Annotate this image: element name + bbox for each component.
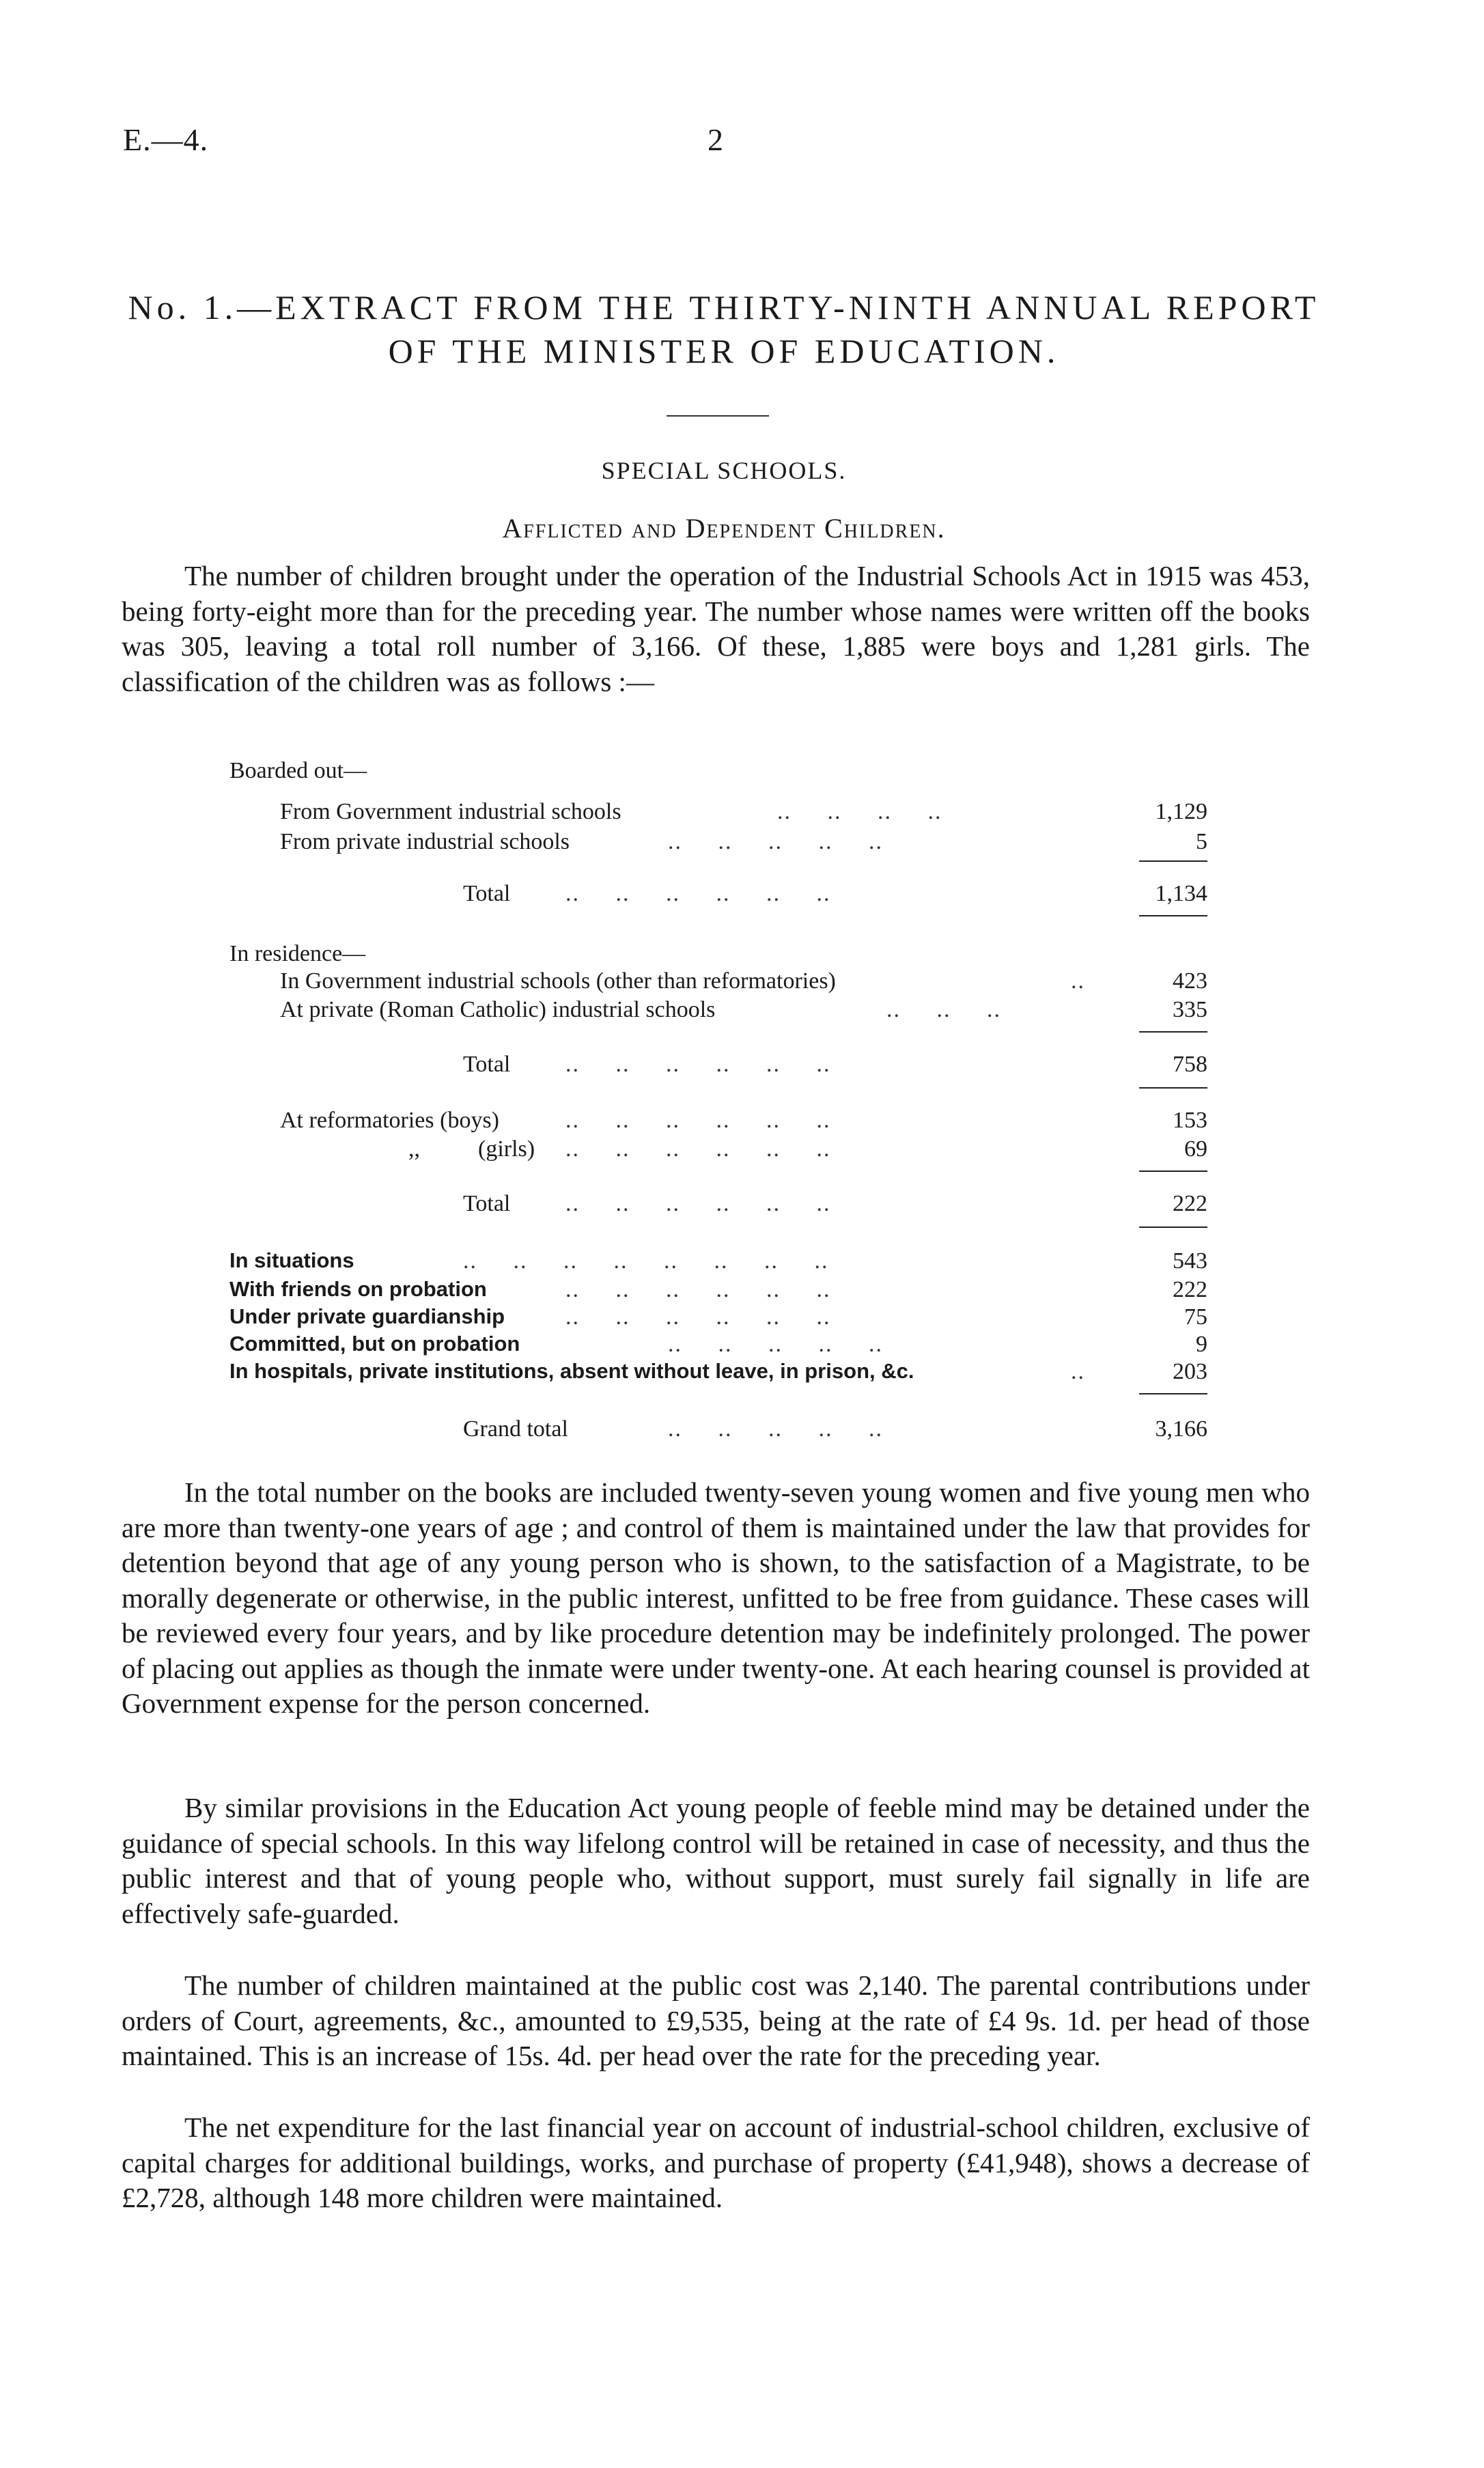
- document-reference: E.—4.: [123, 122, 209, 157]
- table-row: [122, 941, 1207, 970]
- row-value: 1,129: [1155, 799, 1207, 824]
- row-label: Committed, but on probation: [229, 1332, 520, 1356]
- title-line-1: No. 1.—EXTRACT FROM THE THIRTY-NINTH ANNUAL REPORT: [128, 288, 1320, 326]
- row-label: (girls): [478, 1136, 535, 1162]
- body-paragraph: The net expenditure for the last financial year on account of industrial-school children, exclusive of capital charges for additional buildings, works, and purchase of property (£41,948), shows a decrease of £2,728, although 148 more children were maintained.: [122, 2112, 1310, 2213]
- subtotal-label: Total: [463, 1191, 511, 1216]
- row-value: 153: [1173, 1108, 1207, 1133]
- subtotal-rule: [1139, 915, 1207, 916]
- page-number: 2: [708, 122, 724, 157]
- row-value: 75: [1184, 1304, 1207, 1330]
- subtotal-label: Total: [463, 1052, 511, 1077]
- row-label: From private industrial schools: [280, 829, 570, 854]
- document-title: [123, 285, 1325, 373]
- row-label: At reformatories (boys): [280, 1108, 500, 1133]
- row-value: 543: [1173, 1248, 1207, 1274]
- subtotal-label: Total: [463, 881, 511, 906]
- row-label: Under private guardianship: [229, 1304, 505, 1328]
- table-row: Under private guardianship .. .. .. .. .. .. 75: [229, 1304, 1207, 1330]
- subtotal-rule: [1139, 860, 1207, 862]
- row-value: 423: [1173, 968, 1207, 994]
- table-row: With friends on probation .. .. .. .. .. .. 222: [229, 1277, 1207, 1302]
- body-paragraph: By similar provisions in the Education Act young people of feeble mind may be detained under the guidance of special schools. In this way lifelong control will be retained in case of necessity, and thus the public interest and that of young people who, without support, must surely fail signally in life are effectively safe-guarded.: [122, 1792, 1310, 1929]
- row-value: 335: [1173, 997, 1207, 1022]
- row-value: 69: [1184, 1136, 1207, 1162]
- section-heading: SPECIAL SCHOOLS.: [601, 457, 847, 484]
- row-value: 203: [1173, 1359, 1207, 1384]
- table-row: Committed, but on probation .. .. .. .. .. 9: [229, 1332, 1207, 1357]
- subtotal-rule: [1139, 1087, 1207, 1089]
- table-row: In Government industrial schools (other than reformatories) .. 423: [280, 968, 1207, 994]
- table-row: ,, (girls) .. .. .. .. .. .. 69: [408, 1136, 1207, 1162]
- row-label: With friends on probation: [229, 1277, 487, 1301]
- body-paragraph: The number of children maintained at the public cost was 2,140. The parental contributions under orders of Court, agreements, &c., amounted to £9,535, being at the rate of £4 9s. 1d. per head of those maintained. This is an increase of 15s. 4d. per head over the rate for the preceding year.: [122, 1969, 1310, 2071]
- table-row: From Government industrial schools .. .. .. .. 1,129: [280, 799, 1207, 824]
- row-label: In hospitals, private institutions, absent without leave, in prison, &c.: [229, 1359, 914, 1383]
- row-value: 5: [1196, 829, 1207, 854]
- table-row: Grand total .. .. .. .. .. 3,166: [463, 1416, 1207, 1442]
- grand-total-label: Grand total: [463, 1416, 568, 1442]
- grand-total-value: 3,166: [1155, 1416, 1207, 1442]
- row-label: In Government industrial schools (other than reformatories): [280, 968, 836, 994]
- body-paragraph: In the total number on the books are included twenty-seven young women and five young men who are more than twenty-one years of age ; and control of them is maintained under the law that provides for detention beyond that age of any young person who is shown, to the satisfaction of a Magistrate, to be morally degenerate or otherwise, in the public interest, unfitted to be free from guidance. These cases will be reviewed every four years, and by like procedure detention may be indefinitely prolonged. The power of placing out applies as though the inmate were under twenty-one. At each hearing counsel is provided at Government expense for the person concerned.: [122, 1476, 1310, 1719]
- row-label: In situations: [229, 1248, 354, 1272]
- table-row: [122, 758, 1207, 787]
- row-label: At private (Roman Catholic) industrial schools: [280, 997, 716, 1022]
- subtotal-value: 1,134: [1155, 881, 1207, 906]
- table-row: In hospitals, private institutions, absent without leave, in prison, &c. .. 203: [229, 1359, 1207, 1384]
- title-divider: [667, 415, 769, 417]
- subtotal-rule: [1139, 1031, 1207, 1033]
- ditto-mark: ,,: [408, 1136, 420, 1162]
- section-subheading: Afflicted and Dependent Children.: [502, 513, 946, 544]
- subtotal-value: 222: [1173, 1191, 1207, 1216]
- group-heading-residence: In residence—: [229, 941, 366, 966]
- table-row: At private (Roman Catholic) industrial schools .. .. .. 335: [280, 997, 1207, 1022]
- table-row: At reformatories (boys) .. .. .. .. .. .. 153: [280, 1108, 1207, 1133]
- grand-total-rule: [1139, 1393, 1207, 1394]
- row-value: 9: [1196, 1332, 1207, 1357]
- table-row: Total .. .. .. .. .. .. 1,134: [463, 881, 1207, 906]
- row-value: 222: [1173, 1277, 1207, 1302]
- row-label: From Government industrial schools: [280, 799, 621, 824]
- subtotal-rule: [1139, 1226, 1207, 1228]
- table-row: Total .. .. .. .. .. .. 758: [463, 1052, 1207, 1077]
- table-row: In situations .. .. .. .. .. .. .. .. 543: [229, 1248, 1207, 1274]
- intro-paragraph: The number of children brought under the operation of the Industrial Schools Act in 1915 was 453, being forty-eight more than for the preceding year. The number whose names were written off the books was 305, leaving a total roll number of 3,166. Of these, 1,885 were boys and 1,281 girls. The classification of the children was as follows :—: [122, 560, 1310, 697]
- subtotal-value: 758: [1173, 1052, 1207, 1077]
- table-row: Total .. .. .. .. .. .. 222: [463, 1191, 1207, 1216]
- table-row: From private industrial schools .. .. .. .. .. 5: [280, 829, 1207, 854]
- group-heading-boarded-out: Boarded out—: [229, 758, 367, 783]
- title-line-2: OF THE MINISTER OF EDUCATION.: [388, 332, 1060, 370]
- subtotal-rule: [1139, 1170, 1207, 1172]
